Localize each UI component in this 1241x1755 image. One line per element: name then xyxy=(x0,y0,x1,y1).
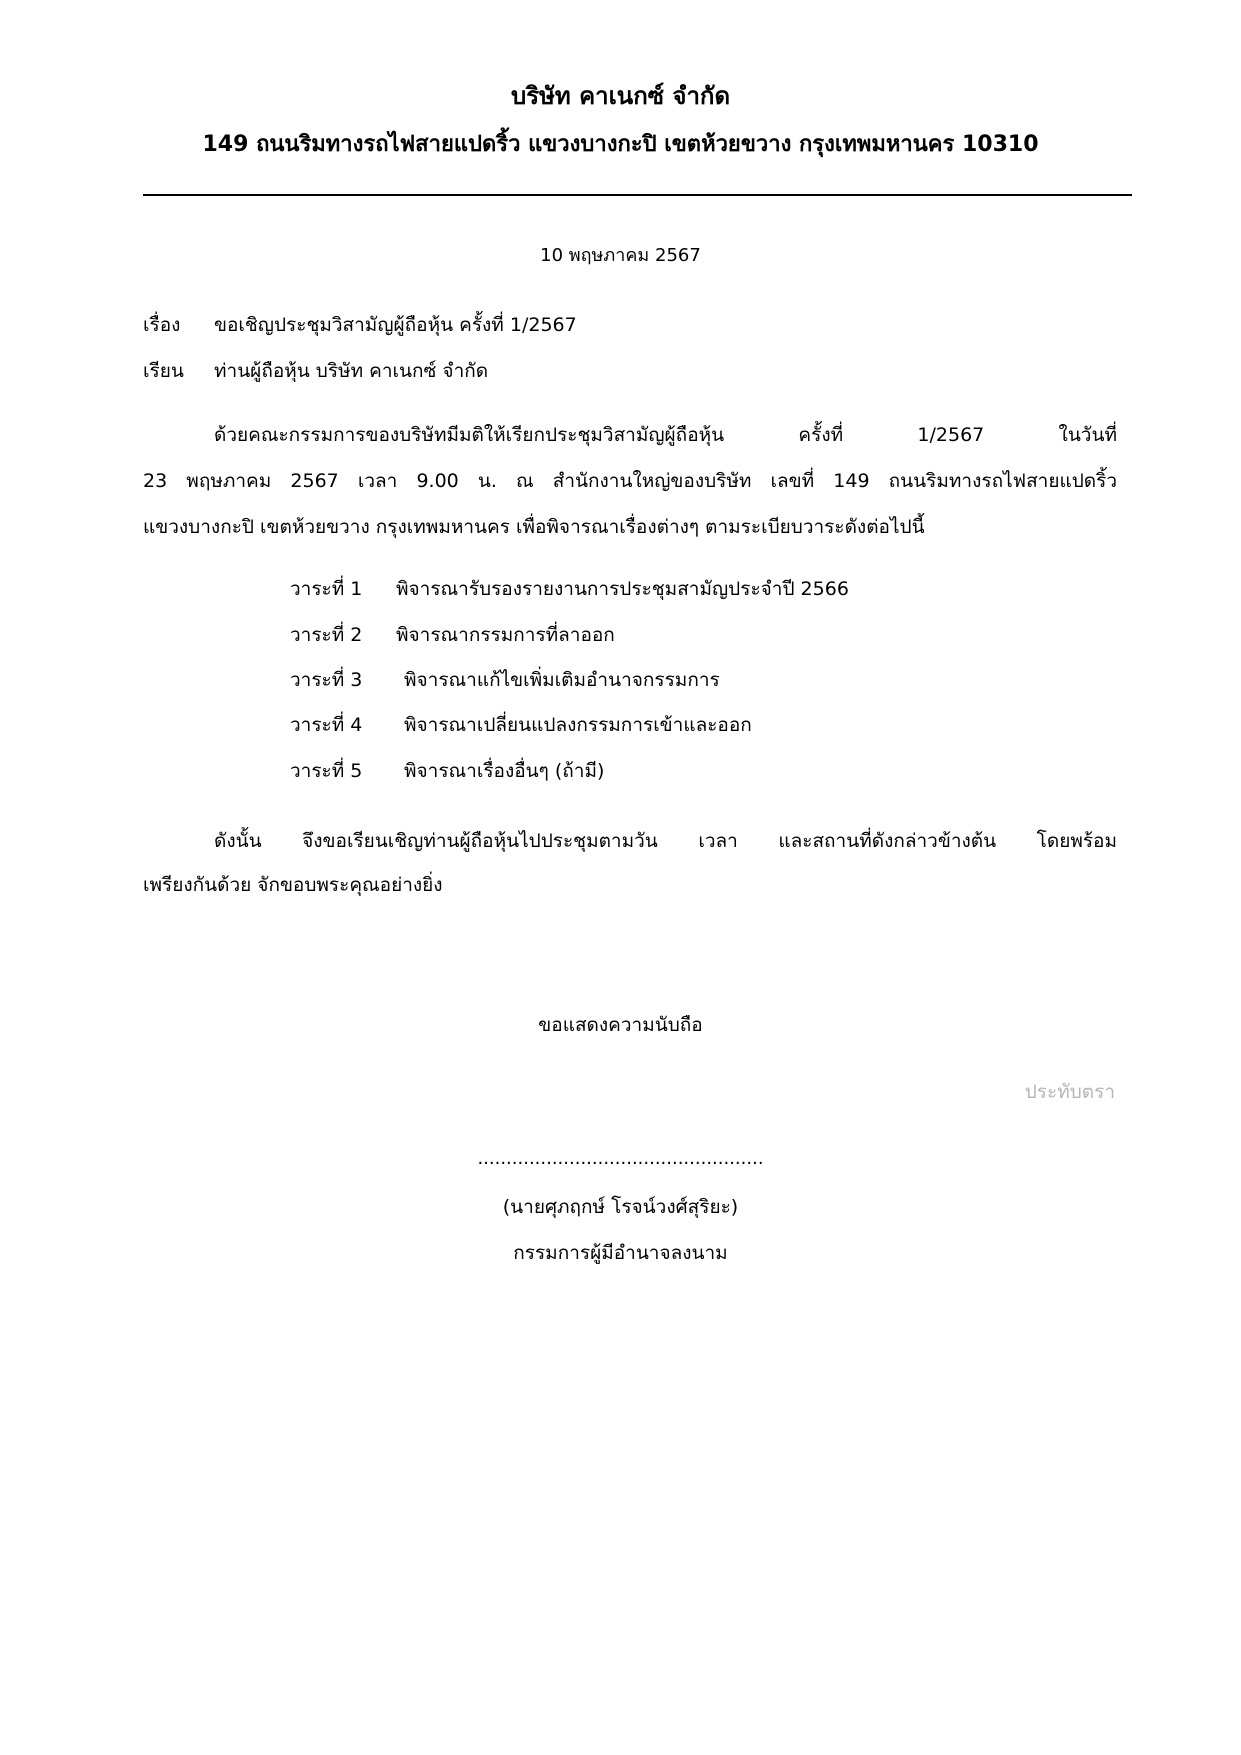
subject-value: ขอเชิญประชุมวิสามัญผู้ถือหุ้น ครั้งที่ 1/2567 xyxy=(214,314,577,336)
body-line-1: ด้วยคณะกรรมการของบริษัทมีมติให้เรียกประชุมวิสามัญผู้ถือหุ้น ครั้งที่ 1/2567 ในวันที่ xyxy=(214,424,1117,446)
company-address: 149 ถนนริมทางรถไฟสายแปดริ้ว แขวงบางกะปิ เขตห้วยขวาง กรุงเทพมหานคร 10310 xyxy=(202,132,1039,157)
subject-label: เรื่อง xyxy=(143,314,181,336)
company-name: บริษัท คาเนกซ์ จำกัด xyxy=(510,82,731,110)
recipient-label: เรียน xyxy=(143,360,184,382)
signatory-name: (นายศุภฤกษ์ โรจน์วงศ์สุริยะ) xyxy=(502,1196,739,1218)
body-line-3: แขวงบางกะปิ เขตห้วยขวาง กรุงเทพมหานคร เพื่อพิจารณาเรื่องต่างๆ ตามระเบียบวาระดังต่อไปนี้ xyxy=(143,516,925,538)
conclusion-line-2: เพรียงกันด้วย จักขอบพระคุณอย่างยิ่ง xyxy=(143,874,443,896)
agenda-number-3: วาระที่ 3 xyxy=(290,669,363,691)
header-divider xyxy=(143,194,1132,196)
body-line-2: 23 พฤษภาคม 2567 เวลา 9.00 น. ณ สำนักงานใหญ่ของบริษัท เลขที่ 149 ถนนริมทางรถไฟสายแปดริ้ว xyxy=(143,470,1117,492)
recipient-value: ท่านผู้ถือหุ้น บริษัท คาเนกซ์ จำกัด xyxy=(214,360,489,382)
agenda-number-4: วาระที่ 4 xyxy=(290,714,363,736)
agenda-text-3: พิจารณาแก้ไขเพิ่มเติมอำนาจกรรมการ xyxy=(404,669,720,691)
agenda-number-5: วาระที่ 5 xyxy=(290,760,363,782)
signature-line: .................................................. xyxy=(477,1148,764,1169)
agenda-text-1: พิจารณารับรองรายงานการประชุมสามัญประจำปี 2566 xyxy=(396,578,849,600)
closing-phrase: ขอแสดงความนับถือ xyxy=(538,1014,703,1036)
agenda-number-1: วาระที่ 1 xyxy=(290,578,363,600)
letter-date: 10 พฤษภาคม 2567 xyxy=(540,245,701,266)
agenda-text-2: พิจารณากรรมการที่ลาออก xyxy=(396,624,615,646)
agenda-number-2: วาระที่ 2 xyxy=(290,624,363,646)
agenda-text-4: พิจารณาเปลี่ยนแปลงกรรมการเข้าและออก xyxy=(404,714,752,736)
signatory-title: กรรมการผู้มีอำนาจลงนาม xyxy=(513,1242,728,1264)
agenda-text-5: พิจารณาเรื่องอื่นๆ (ถ้ามี) xyxy=(404,760,605,782)
conclusion-line-1: ดังนั้น จึงขอเรียนเชิญท่านผู้ถือหุ้นไปประชุมตามวัน เวลา และสถานที่ดังกล่าวข้างต้น โดยพร้อม xyxy=(214,830,1117,852)
stamp-placeholder: ประทับตรา xyxy=(1024,1081,1115,1103)
